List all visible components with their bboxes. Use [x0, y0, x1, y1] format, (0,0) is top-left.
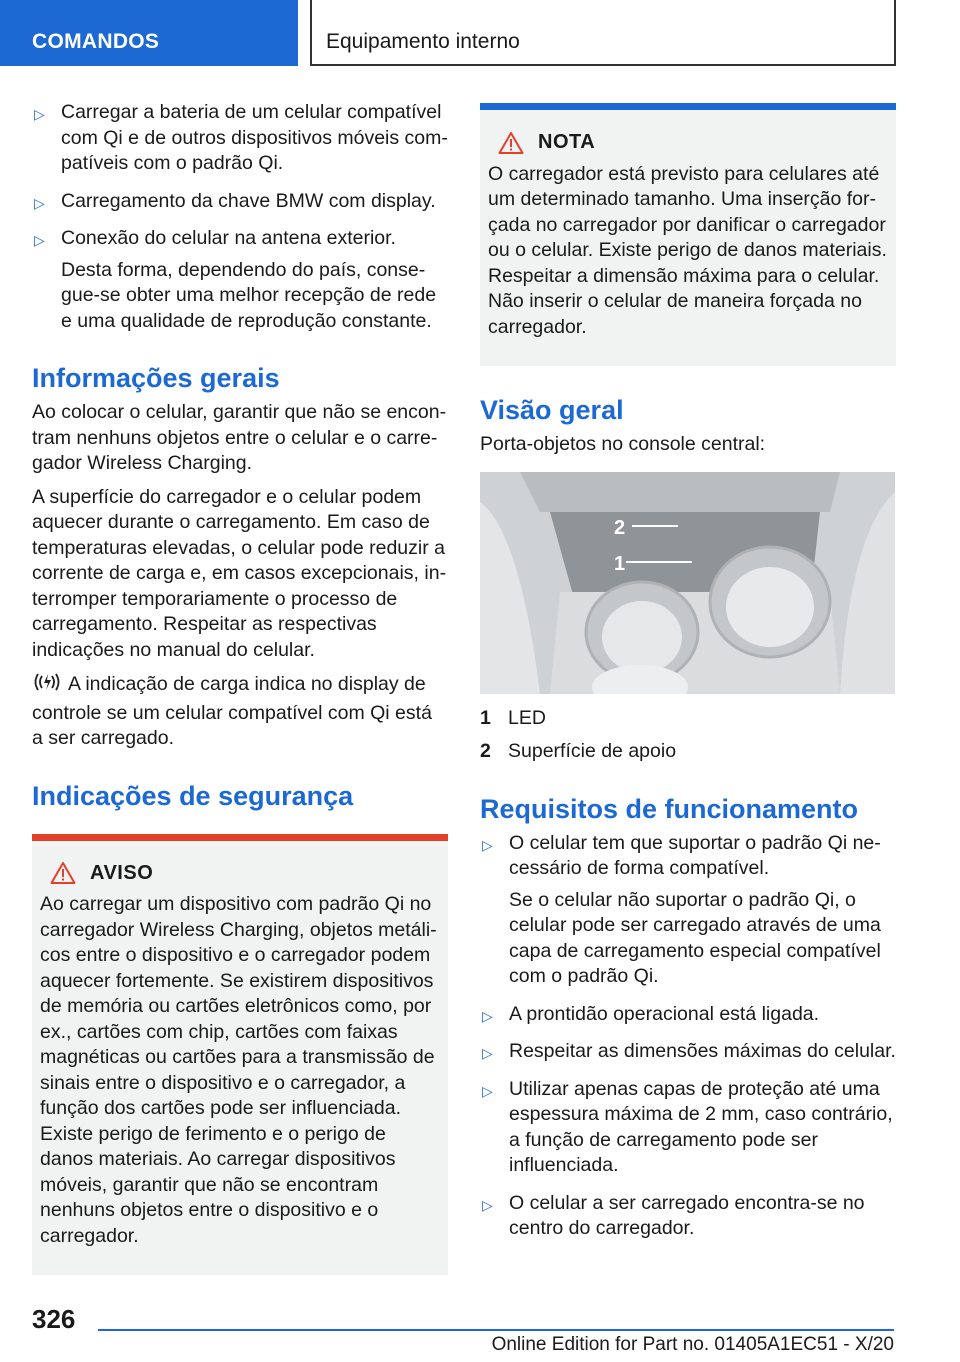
bullet-triangle-icon: ▷: [482, 836, 493, 853]
warning-box: [32, 834, 448, 1276]
note-title: NOTA: [538, 131, 596, 153]
list-item: ▷ O celular tem que suportar o padrão Qi necessário de forma compatível.: [482, 831, 881, 879]
general-paragraph-3: A indicação de carga indica no display de controle se um celular compatível com Qi está a ser carregado.: [32, 673, 432, 749]
list-item: ▷ Utilizar apenas capas de proteção até uma espessura máxima de 2 mm, caso contrário, a função de carregamento pode ser influenciada.: [482, 1077, 893, 1176]
page-footer: [0, 1296, 960, 1362]
callout-item: 2 Superfície de apoio: [480, 740, 677, 762]
overview-text: Porta-objetos no console central:: [480, 433, 766, 455]
list-item: ▷ A prontidão operacional está ligada.: [480, 1002, 896, 1028]
console-photo: [480, 472, 895, 694]
edition-text: Online Edition for Part no. 01405A1EC51 - X/20: [491, 1334, 894, 1355]
list-item: ▷ Carregar a bateria de um celular compatível com Qi e de outros dispositivos móveis compatíveis com o padrão Qi.: [34, 101, 448, 174]
list-item: ▷ Carregamento da chave BMW com display.: [32, 189, 448, 215]
general-paragraph-1: Ao colocar o celular, garantir que não se encontram nenhuns objetos entre o celular e o carregador Wireless Charging.: [32, 401, 447, 474]
bullet-triangle-icon: ▷: [34, 106, 45, 122]
photo-label-1: 1: [614, 552, 626, 575]
warning-triangle-icon: [50, 861, 76, 885]
warning-triangle-icon: [498, 131, 524, 155]
list-item: ▷ Conexão do celular na antena exterior.: [32, 226, 448, 252]
page-number: 326: [32, 1304, 76, 1334]
callout-item: 1 LED: [480, 706, 546, 729]
general-paragraph-2: A superfície do carregador e o celular podem aquecer durante o carregamento. Em caso de temperaturas elevadas, o celular pode reduzir a corrente de carga e, em casos excepcionais, interromper temporariamente o processo de carregamento. Respeitar as respectivas indicações no manual do celular.: [32, 485, 447, 661]
left-column: [32, 100, 448, 1275]
page-header: [0, 0, 960, 66]
section-tab: COMANDOS: [0, 0, 298, 66]
wireless-charging-icon: [32, 671, 62, 701]
list-item: ▷ Respeitar as dimensões máximas do celular.: [480, 1039, 896, 1065]
footer-divider: [98, 1329, 894, 1331]
overview-heading: Visão geral: [480, 395, 624, 425]
bullet-triangle-icon: ▷: [482, 1045, 493, 1061]
right-column: [480, 103, 896, 1254]
req-followup: Se o celular não suportar o padrão Qi, o celular pode ser carregado através de uma capa de carregamento especial compatível com o padrão Qi.: [509, 888, 881, 987]
note-text: O carregador está previsto para celulares até um determinado tamanho. Uma inserção forçada no carregador por danificar o carregador ou o celular. Existe perigo de danos materiais. Respeitar a dimensão máxima para o celular. Não inserir o celular de maneira forçada no carregador.: [488, 162, 887, 338]
warning-title: AVISO: [90, 861, 154, 884]
bullet-triangle-icon: ▷: [34, 232, 45, 248]
general-heading: Informações gerais: [32, 363, 280, 393]
note-header: [498, 130, 888, 156]
warning-text: Ao carregar um dispositivo com padrão Qi no carregador Wireless Charging, objetos metálicos entre o dispositivo e o carregador podem aquecer fortemente. Se existirem dispositivos de memória ou cartões eletrônicos como, por ex., cartões com chip, cartões com faixas magnéticas ou cartões para a transmissão de sinais entre o dispositivo e o carregador, a função dos cartões pode ser influenciada. Existe perigo de ferimento e o perigo de danos materiais. Ao carregar dispositivos móveis, garantir que não se encontram nenhuns objetos entre o dispositivo e o carregador.: [40, 893, 437, 1247]
photo-label-2: 2: [614, 516, 626, 539]
safety-heading: Indicações de segurança: [32, 780, 354, 811]
console-illustration: [480, 472, 895, 694]
bullet-triangle-icon: ▷: [482, 1082, 493, 1099]
list-item: ▷ O celular a ser carregado encontra-se no centro do carregador.: [482, 1191, 865, 1239]
chapter-title: Equipamento interno: [310, 0, 896, 66]
note-box: [480, 103, 896, 366]
bullet-triangle-icon: ▷: [482, 1007, 493, 1024]
bullet-triangle-icon: ▷: [482, 1196, 493, 1213]
requirements-heading: Requisitos de funcionamento: [480, 793, 859, 824]
warning-header: [50, 861, 440, 887]
bullet-followup: Desta forma, dependendo do país, consegue-se obter uma melhor recepção de rede e uma qualidade de reprodução constante.: [61, 258, 437, 332]
bullet-triangle-icon: ▷: [34, 194, 45, 211]
